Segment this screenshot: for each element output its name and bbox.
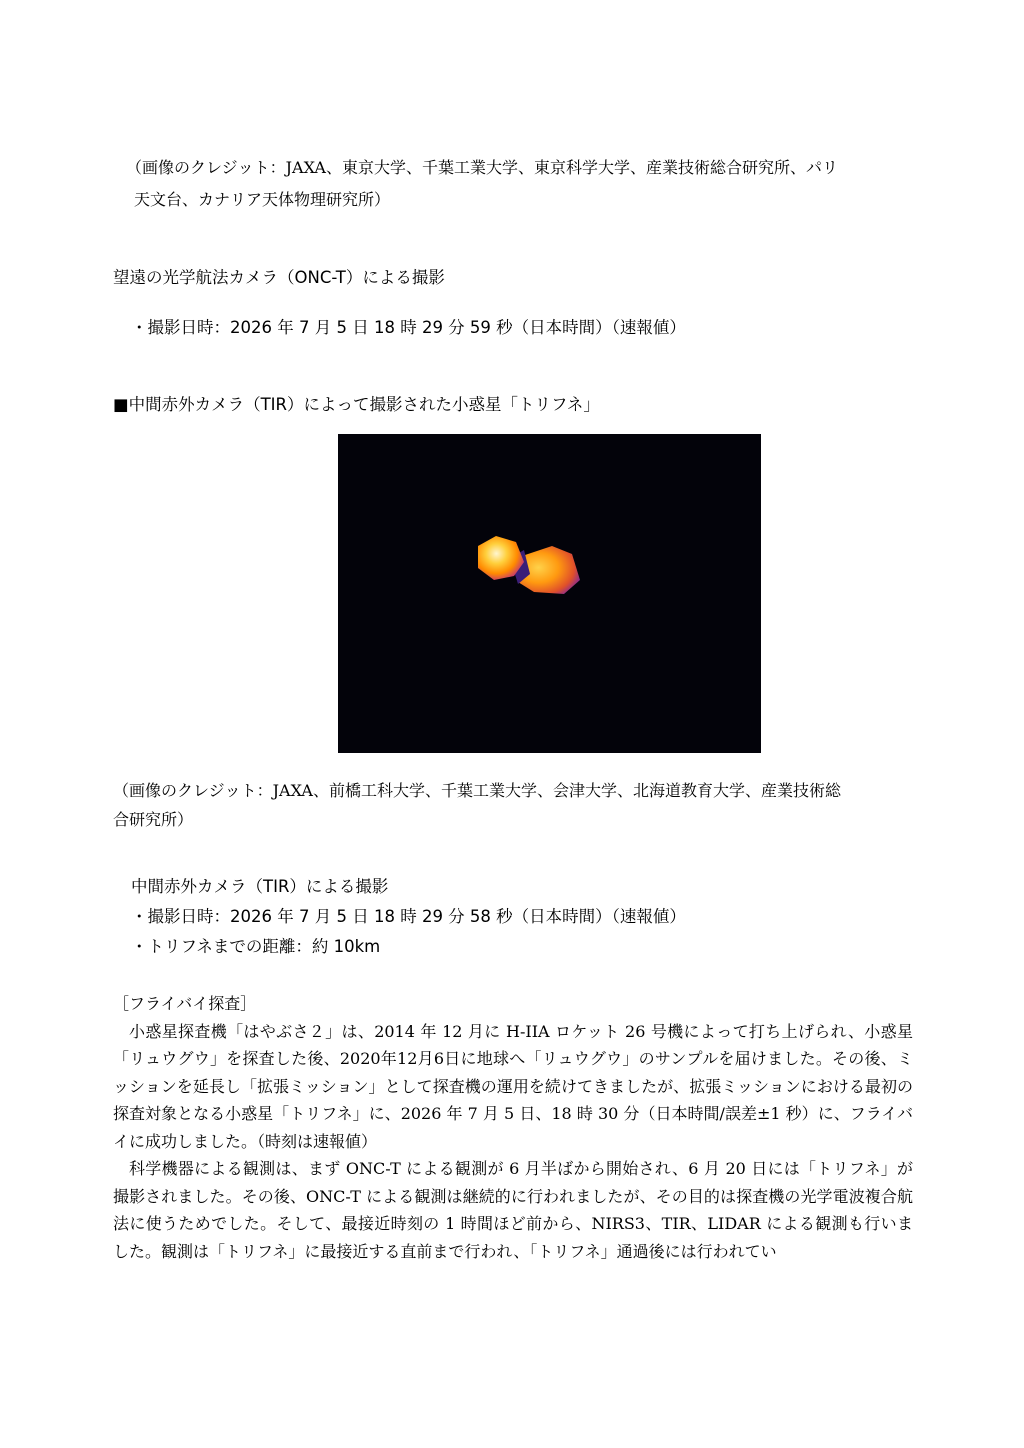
onc-section-title: 望遠の光学航法カメラ（ONC-T）による撮影 (113, 268, 445, 287)
credit-onc-line2: 天文台、カナリア天体物理研究所） (134, 190, 391, 209)
tir-asteroid-image (338, 434, 761, 753)
flyby-section (113, 990, 913, 1265)
image-credit-tir (113, 776, 913, 834)
flyby-heading: ［フライバイ探査］ (113, 994, 257, 1013)
tir-info-block (131, 872, 686, 962)
credit-tir-line2: 合研究所） (113, 810, 194, 829)
flyby-paragraph-1: 小惑星探査機「はやぶさ２」は、2014 年 12 月に H-IIA ロケット 26 号機によって打ち上げられ、小惑星「リュウグウ」を探査した後、2020年12月6日に地球へ「リュウグウ」のサンプルを届けました。その後、ミッションを延長し「拡張ミッション」として探査機の運用を続けてきましたが、拡張ミッションにおける最初の探査対象となる小惑星「トリフネ」に、2026 年 7 月 5 日、18 時 30 分（日本時間/誤差±1 秒）に、フライバイに成功しました。（時刻は速報値） (113, 1021, 913, 1151)
tir-capture-date: ・撮影日時：2026 年 7 月 5 日 18 時 29 分 58 秒（日本時間）（速報値） (131, 907, 686, 926)
credit-tir-line1: （画像のクレジット：JAXA、前橋工科大学、千葉工業大学、会津大学、北海道教育大学、産業技術総 (113, 781, 841, 800)
tir-distance: ・トリフネまでの距離：約 10km (131, 937, 381, 956)
image-credit-onc (126, 152, 926, 216)
onc-capture-date: ・撮影日時：2026 年 7 月 5 日 18 時 29 分 59 秒（日本時間）（速報値） (131, 318, 686, 337)
flyby-paragraph-2: 科学機器による観測は、まず ONC-T による観測が 6 月半ばから開始され、6 月 20 日には「トリフネ」が撮影されました。その後、ONC-T による観測は継続的に行われましたが、その目的は探査機の光学電波複合航法に使うためでした。そして、最接近時刻の 1 時間ほど前から、NIRS3、TIR、LIDAR による観測も行いました。観測は「トリフネ」に最接近する直前まで行われ、「トリフネ」通過後には行われてい (113, 1159, 913, 1261)
tir-section-heading: ■中間赤外カメラ（TIR）によって撮影された小惑星「トリフネ」 (113, 395, 600, 414)
credit-onc-line1: （画像のクレジット：JAXA、東京大学、千葉工業大学、東京科学大学、産業技術総合研究所、パリ (126, 158, 838, 177)
tir-info-title: 中間赤外カメラ（TIR）による撮影 (131, 877, 389, 896)
